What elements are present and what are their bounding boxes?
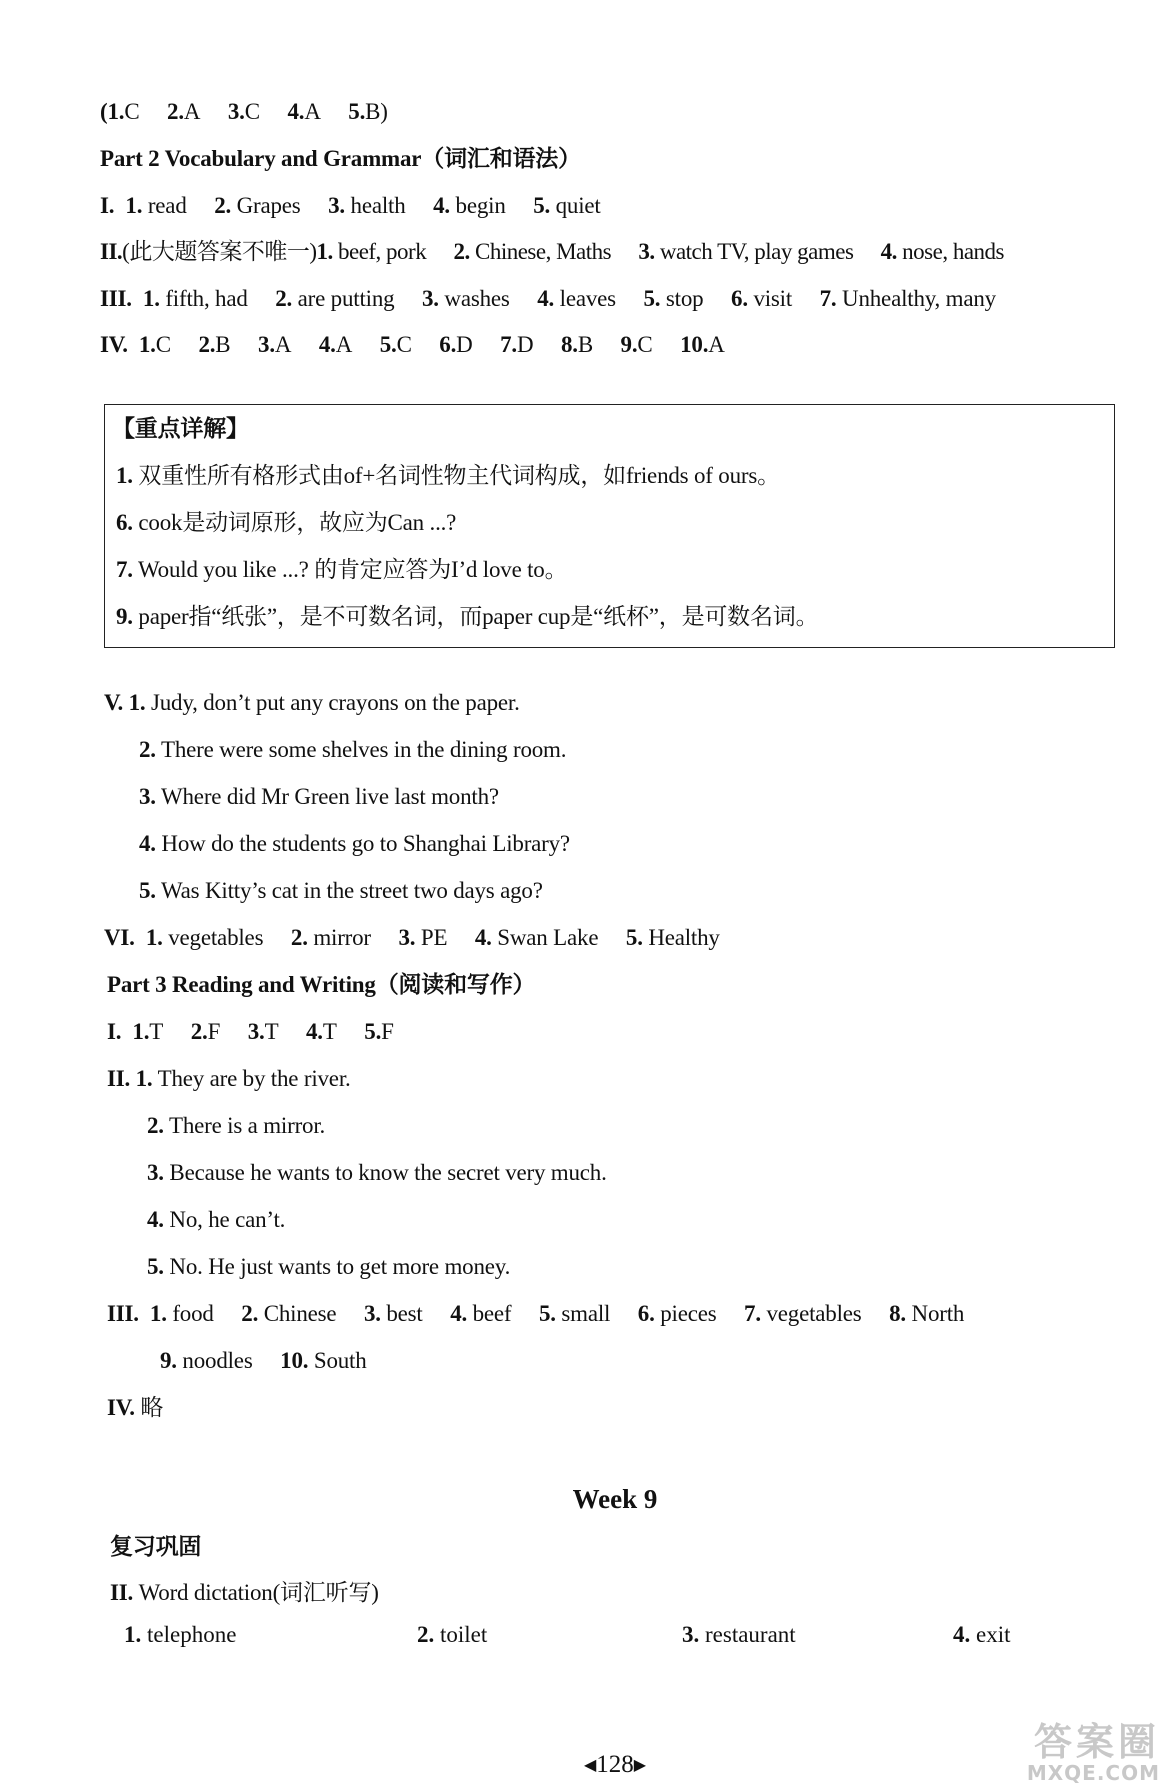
p3-section-I: I. 1.T 2.F 3.T 4.T 5.F: [107, 1019, 394, 1044]
p3-section-IV: IV. 略: [107, 1395, 164, 1420]
part3-heading: Part 3 Reading and Writing（阅读和写作）: [107, 972, 536, 997]
dictation-item: 4. exit: [953, 1622, 1011, 1647]
p3-II-item: 2. There is a mirror.: [147, 1113, 326, 1138]
part2-heading: Part 2 Vocabulary and Grammar（词汇和语法）: [100, 146, 581, 171]
key-point-item: 9. paper指“纸张”，是不可数名词，而paper cup是“纸杯”，是可数名词。: [116, 604, 819, 629]
right-triangle-icon: ▶: [633, 1757, 647, 1774]
week-heading: Week 9: [572, 1484, 658, 1514]
p2-section-I: I. 1. read 2. Grapes 3. health 4. begin 5. quiet: [100, 193, 601, 218]
p3-III-continued: 9. noodles 10. South: [160, 1348, 367, 1373]
p2-V-item: 5. Was Kitty’s cat in the street two days ago?: [139, 878, 543, 903]
p2-V-item: 4. How do the students go to Shanghai Library?: [139, 831, 570, 856]
p3-II-item: 5. No. He just wants to get more money.: [147, 1254, 511, 1279]
key-point-item: 7. Would you like ...? 的肯定应答为I’d love to。: [116, 557, 568, 582]
p2-section-IV: IV. 1.C 2.B 3.A 4.A 5.C 6.D 7.D 8.B 9.C 10.A: [100, 332, 725, 357]
dictation-item: 1. telephone: [124, 1622, 237, 1647]
p2-section-III: III. 1. fifth, had 2. are putting 3. washes 4. leaves 5. stop 6. visit 7. Unhealthy, many: [100, 286, 996, 311]
watermark-logo: 答案圈 MXQE.COM: [1026, 1720, 1160, 1785]
key-points-title: 【重点详解】: [112, 416, 249, 441]
p3-II-item: 3. Because he wants to know the secret very much.: [147, 1160, 607, 1185]
review-heading: 复习巩固: [110, 1534, 202, 1559]
p3-II-item: 4. No, he can’t.: [147, 1207, 286, 1232]
p2-section-VI: VI. 1. vegetables 2. mirror 3. PE 4. Swan Lake 5. Healthy: [104, 925, 720, 950]
p3-section-III: III. 1. food 2. Chinese 3. best 4. beef 5. small 6. pieces 7. vegetables 8. North: [107, 1301, 965, 1326]
p2-section-V: V. 1. Judy, don’t put any crayons on the paper.: [104, 690, 520, 715]
left-triangle-icon: ◀: [583, 1757, 597, 1774]
p2-V-item: 3. Where did Mr Green live last month?: [139, 784, 499, 809]
p2-V-item: 2. There were some shelves in the dining room.: [139, 737, 567, 762]
key-point-item: 1. 双重性所有格形式由of+名词性物主代词构成，如friends of ours。: [116, 463, 780, 488]
page-number: ◀128▶: [583, 1751, 647, 1778]
top-answers: (1.C 2.A 3.C 4.A 5.B): [100, 99, 388, 124]
dictation-item: 2. toilet: [417, 1622, 488, 1647]
dictation-heading: II. Word dictation(词汇听写): [110, 1580, 379, 1605]
p3-section-II: II. 1. They are by the river.: [107, 1066, 351, 1091]
key-point-item: 6. cook是动词原形，故应为Can ...?: [116, 510, 457, 535]
p2-section-II: II.(此大题答案不唯一)1. beef, pork 2. Chinese, Maths 3. watch TV, play games 4. nose, hands: [100, 239, 1004, 264]
dictation-item: 3. restaurant: [682, 1622, 796, 1647]
